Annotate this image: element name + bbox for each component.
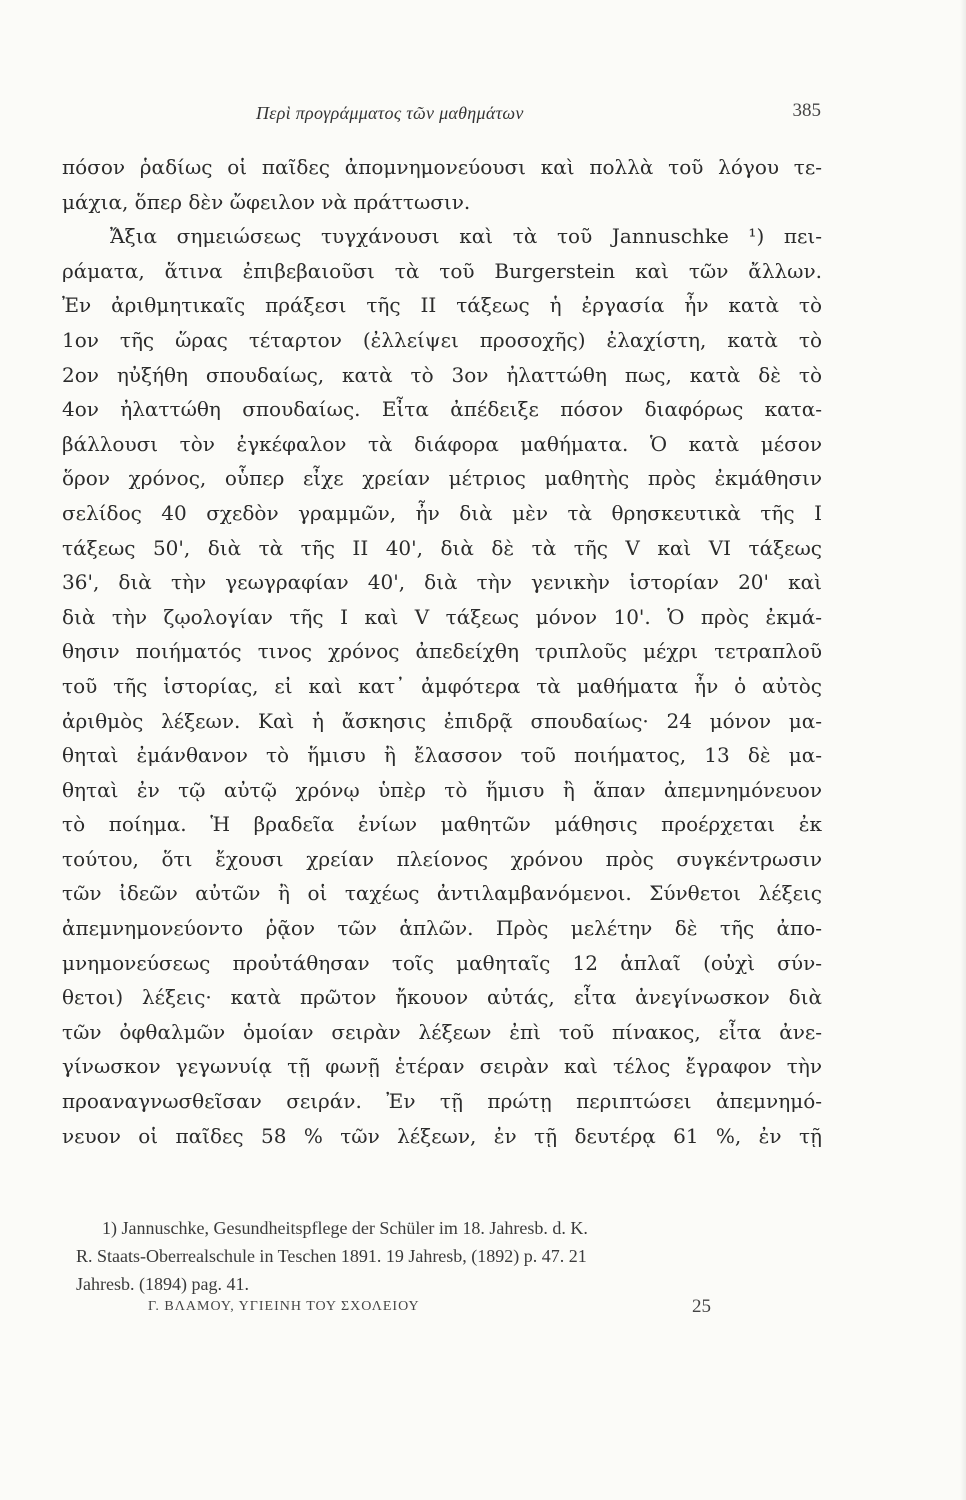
text-line: τὸ ποίημα. Ἡ βραδεῖα ἐνίων μαθητῶν μάθησις προέρχεται ἐκ: [62, 812, 822, 837]
text-line: σελίδος 40 σχεδὸν γραμμῶν, ἦν διὰ μὲν τὰ θρησκευτικὰ τῆς I: [62, 500, 822, 525]
text-line: θησιν ποιήματός τινος χρόνος ἀπεδείχθη τριπλοῦς μέχρι τετραπλοῦ: [62, 639, 822, 664]
text-line: 1ον τῆς ὥρας τέταρτον (ἐλλείψει προσοχῆς) ἐλαχίστη, κατὰ τὸ: [62, 327, 822, 352]
text-line: ράματα, ἅτινα ἐπιβεβαιοῦσι τὰ τοῦ Burgerstein καὶ τῶν ἄλλων.: [62, 258, 822, 283]
footnote-line: Jahresb. (1894) pag. 41.: [76, 1274, 249, 1294]
text-line: μνημονεύσεως προὐτάθησαν τοῖς μαθηταῖς 12 ἁπλαῖ (οὐχὶ σύν-: [62, 950, 822, 975]
text-line: τῶν ὀφθαλμῶν ὁμοίαν σειρὰν λέξεων ἐπὶ τοῦ πίνακος, εἶτα ἀνε-: [62, 1019, 822, 1044]
text-line: πόσον ῥαδίως οἱ παῖδες ἀπομνημονεύουσι καὶ πολλὰ τοῦ λόγου τε-: [62, 155, 822, 179]
text-line: 2ον ηὐξήθη σπουδαίως, κατὰ τὸ 3ον ἠλαττώθη πως, κατὰ δὲ τὸ: [62, 362, 822, 387]
text-line: θηταὶ ἐν τῷ αὐτῷ χρόνῳ ὑπὲρ τὸ ἥμισυ ἢ ἅπαν ἀπεμνημόνευον: [62, 777, 822, 802]
body-text: [62, 150, 822, 1153]
footnote-line: 1) Jannuschke, Gesundheitspflege der Schüler im 18. Jahresb. d. K.: [102, 1218, 588, 1238]
text-line: τούτου, ὅτι ἔχουσι χρείαν πλείονος χρόνου πρὸς συγκέντρωσιν: [62, 846, 822, 871]
running-title: Περὶ προγράμματος τῶν μαθημάτων: [256, 103, 524, 123]
text-line: ἀριθμὸς λέξεων. Καὶ ἡ ἄσκησις ἐπιδρᾷ σπουδαίως· 24 μόνον μα-: [62, 708, 822, 733]
text-line: 4ον ἠλαττώθη σπουδαίως. Εἶτα ἀπέδειξε πόσον διαφόρως κατα-: [62, 397, 822, 422]
text-line: νευον οἱ παῖδες 58 % τῶν λέξεων, ἐν τῇ δευτέρᾳ 61 %, ἐν τῇ: [62, 1123, 822, 1148]
text-line: τοῦ τῆς ἱστορίας, εἰ καὶ κατ᾽ ἀμφότερα τὰ μαθήματα ἦν ὁ αὐτὸς: [62, 673, 822, 698]
text-line: Ἐν ἀριθμητικαῖς πράξεσι τῆς II τάξεως ἡ ἐργασία ἦν κατὰ τὸ: [62, 293, 822, 318]
page-number: 385: [792, 100, 821, 121]
text-line: μάχια, ὅπερ δὲν ὤφειλον νὰ πράττωσιν.: [62, 189, 471, 214]
text-line: Ἄξια σημειώσεως τυγχάνουσι καὶ τὰ τοῦ Jannuschke ¹) πει-: [110, 224, 822, 249]
text-line: θηταὶ ἐμάνθανον τὸ ἥμισυ ἢ ἔλασσον τοῦ ποιήματος, 13 δὲ μα-: [62, 743, 822, 768]
signature-number: 25: [692, 1296, 711, 1317]
text-line: 36', διὰ τὴν γεωγραφίαν 40', διὰ τὴν γενικὴν ἱστορίαν 20' καὶ: [62, 570, 822, 595]
text-line: διὰ τὴν ζῳολογίαν τῆς I καὶ V τάξεως μόνον 10'. Ὁ πρὸς ἐκμά-: [62, 604, 822, 629]
text-line: ἀπεμνημονεύοντο ῥᾷον τῶν ἁπλῶν. Πρὸς μελέτην δὲ τῆς ἀπο-: [62, 916, 822, 941]
text-line: γίνωσκον γεγωνυίᾳ τῇ φωνῇ ἑτέραν σειρὰν καὶ τέλος ἔγραφον τὴν: [62, 1054, 822, 1079]
printer-signature: Γ. ΒΛΑΜΟΥ, ΥΓΙΕΙΝΗ ΤΟΥ ΣΧΟΛΕΙΟΥ: [148, 1299, 420, 1314]
footnote-line: R. Staats-Oberrealschule in Teschen 1891. 19 Jahresb, (1892) p. 47. 21: [76, 1246, 587, 1266]
text-line: τῶν ἰδεῶν αὐτῶν ἢ οἱ ταχέως ἀντιλαμβανόμενοι. Σύνθετοι λέξεις: [62, 881, 822, 906]
footnote: [76, 1214, 808, 1298]
page-edge-shadow: [960, 0, 966, 1500]
text-line: ὅρον χρόνος, οὗπερ εἶχε χρείαν μέτριος μαθητὴς πρὸς ἐκμάθησιν: [62, 466, 822, 491]
text-line: βάλλουσι τὸν ἐγκέφαλον τὰ διάφορα μαθήματα. Ὁ κατὰ μέσον: [62, 431, 822, 456]
text-line: τάξεως 50', διὰ τὰ τῆς II 40', διὰ δὲ τὰ τῆς V καὶ VI τάξεως: [62, 535, 822, 560]
text-line: προαναγνωσθεῖσαν σειράν. Ἐν τῇ πρώτῃ περιπτώσει ἀπεμνημό-: [62, 1089, 822, 1114]
text-line: θετοι) λέξεις· κατὰ πρῶτον ἤκουον αὐτάς, εἶτα ἀνεγίνωσκον διὰ: [62, 985, 822, 1010]
